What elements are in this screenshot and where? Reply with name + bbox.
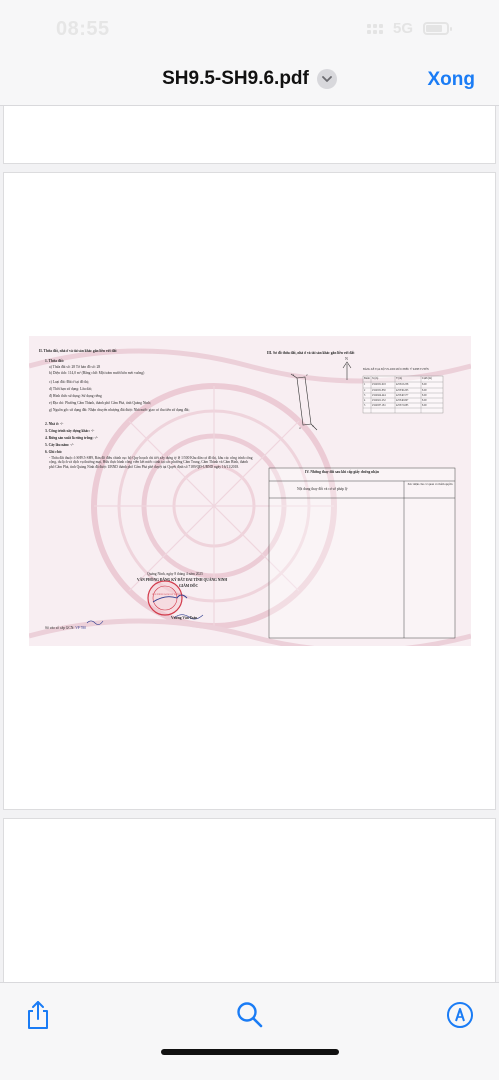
land-origin: g) Nguồn gốc sử dụng đất: Nhận chuyển nhượng đất được Nhà nước giao có thu tiền sử dụng đất; bbox=[49, 408, 190, 412]
sign-date: Quảng Ninh, ngày 8 tháng 4 năm 2025 bbox=[147, 572, 203, 576]
coordinate-table-title: BẢNG KÊ TỌA ĐỘ VN-2000 MÚI CHIẾU 3° KINH TUYẾN bbox=[363, 368, 429, 371]
parcel-number-label bbox=[49, 365, 100, 369]
chevron-down-icon[interactable] bbox=[317, 69, 337, 89]
usage-form: đ) Hình thức sử dụng: Sử dụng riêng bbox=[49, 394, 102, 398]
pdf-page-current[interactable] bbox=[3, 172, 496, 810]
bottom-toolbar bbox=[0, 982, 499, 1080]
svg-text:1: 1 bbox=[293, 373, 295, 377]
coordinate-table-cell: 2322924.444 bbox=[372, 394, 386, 397]
coordinate-table-cell: 5 bbox=[364, 404, 366, 407]
perennial-tree-line: 5. Cây lâu năm: -/- bbox=[45, 443, 74, 447]
stamp-text: VĂN PHÒNG ĐĂNG KÝ ĐẤT ĐAI bbox=[152, 594, 183, 596]
markup-icon[interactable] bbox=[444, 999, 476, 1031]
pdf-page-next[interactable] bbox=[3, 818, 496, 982]
coordinate-table-cell: 425340.577 bbox=[396, 394, 409, 397]
sign-organization: VĂN PHÒNG ĐĂNG KÝ ĐẤT ĐAI TỈNH QUẢNG NINH bbox=[137, 578, 228, 582]
coordinate-table-cell: 2322937.181 bbox=[372, 404, 386, 407]
coordinate-table-header: Y (m) bbox=[396, 377, 403, 380]
coordinate-table-cell: 8.00 bbox=[422, 383, 427, 386]
status-time: 08:55 bbox=[56, 18, 110, 40]
document-title[interactable]: SH9.5-SH9.6.pdf bbox=[162, 68, 309, 89]
battery-level bbox=[426, 25, 442, 32]
signer-name: Vương Văn Toàn bbox=[171, 616, 198, 620]
coordinate-table-cell: 2322931.618 bbox=[372, 383, 386, 386]
coordinate-table-cell: 8.00 bbox=[422, 394, 427, 397]
coordinate-table-cell: 2322921.232 bbox=[372, 399, 386, 402]
status-indicators bbox=[367, 20, 449, 37]
coordinate-table-cell: 2 bbox=[364, 389, 366, 392]
sign-role: GIÁM ĐỐC bbox=[179, 584, 199, 588]
map-sheet-value: 28 bbox=[96, 365, 101, 369]
confirmation-column-header: Xác nhận của cơ quan có thẩm quyền bbox=[407, 482, 453, 486]
parcel-address: e) Địa chỉ: Phường Cẩm Thành, thành phố Cẩm Phả, tỉnh Quảng Ninh; bbox=[49, 401, 151, 405]
coordinate-table-cell: 1 bbox=[364, 383, 366, 386]
gcn-label bbox=[45, 626, 86, 630]
network-type: 5G bbox=[392, 20, 413, 37]
svg-text:2: 2 bbox=[306, 373, 308, 377]
coordinate-table-header: Cạnh (m) bbox=[422, 377, 432, 380]
coordinate-table-cell: 425336.203 bbox=[396, 389, 409, 392]
parcel-number-value: 28 bbox=[71, 365, 76, 369]
notes-text: - Thửa đất thuộc ô SH9.5-SH9, Bản đồ điều chỉnh cục bộ Quy hoạch chi tiết xây dựng tỷ lệ 1/500 Khu dân cư đô thị, khu các công trình công cộng, du lịch và dịch vụ thương mại, Hữu thực hành công viên kết nước cảnh tại các phường Cẩm Trung, Cẩm Thành và Cẩm Bình, thành phố Cẩm Phả, tỉnh Quảng Ninh đã được UBND thành phố Cẩm Phả phê duyệt tại Quyết định số 7189/QĐ-UBND ngày 16/11/2018. bbox=[49, 456, 253, 469]
svg-text:4: 4 bbox=[299, 426, 301, 430]
svg-text:N: N bbox=[345, 356, 348, 361]
coordinate-table-header: X (m) bbox=[372, 377, 379, 380]
battery-icon bbox=[423, 22, 449, 35]
usage-term: d) Thời hạn sử dụng: Lâu dài; bbox=[49, 387, 92, 391]
coordinate-table-cell: 425318.258 bbox=[396, 383, 409, 386]
land-type: c) Loại đất: Đất ở tại đô thị; bbox=[49, 380, 90, 384]
search-icon[interactable] bbox=[234, 999, 266, 1031]
nav-bar bbox=[0, 58, 499, 106]
title-menu[interactable] bbox=[0, 68, 499, 90]
coordinate-table-cell: 3 bbox=[364, 394, 366, 397]
parcel-heading: 1. Thửa đất: bbox=[45, 359, 64, 363]
gcn-label-text: Số vào sổ cấp GCN: bbox=[45, 626, 75, 630]
section-ii-title: II. Thửa đất, nhà ở và tài sản khác gắn liền với đất bbox=[39, 349, 117, 353]
coordinate-table-header: Điểm bbox=[364, 377, 370, 380]
coordinate-table-cell: 425340.697 bbox=[396, 399, 409, 402]
coordinate-table-cell: 4 bbox=[364, 399, 366, 402]
pdf-viewer[interactable] bbox=[0, 106, 499, 982]
map-sheet-label: Tờ bản đồ số: bbox=[75, 365, 96, 369]
coordinate-table-cell: 2322931.830 bbox=[372, 389, 386, 392]
parcel-number-text: a) Thửa đất số: bbox=[49, 365, 71, 369]
pdf-page-previous[interactable] bbox=[3, 106, 496, 164]
share-icon[interactable] bbox=[22, 999, 54, 1031]
parcel-area: b) Diện tích: 114,0 m² (Bằng chữ: Một trăm mười bốn mét vuông) bbox=[49, 371, 145, 375]
svg-text:3: 3 bbox=[312, 424, 314, 428]
changes-column-header: Nội dung thay đổi và cơ sở pháp lý bbox=[297, 487, 348, 491]
coordinate-table-cell: 425372.085 bbox=[396, 404, 409, 407]
coordinate-table-cell: 8.00 bbox=[422, 399, 427, 402]
section-iv-title: IV. Những thay đổi sau khi cấp giấy chứng nhận bbox=[305, 470, 379, 474]
section-iii-title: III. Sơ đồ thửa đất, nhà ở và tài sản khác gắn liền với đất bbox=[267, 351, 355, 355]
notes-heading: 6. Ghi chú: bbox=[45, 450, 63, 454]
done-button[interactable]: Xong bbox=[427, 69, 475, 90]
forest-line: 4. Rừng sản xuất là rừng trồng: -/- bbox=[45, 436, 98, 440]
signal-icon bbox=[367, 24, 383, 34]
house-line: 2. Nhà ở: -/- bbox=[45, 422, 64, 426]
status-bar bbox=[0, 0, 499, 58]
gcn-value: VP 780 bbox=[75, 626, 86, 630]
coordinate-table-cell: 8.00 bbox=[422, 389, 427, 392]
home-indicator bbox=[161, 1049, 339, 1055]
other-construction-line: 3. Công trình xây dựng khác: -/- bbox=[45, 429, 95, 433]
coordinate-table-cell: 8.00 bbox=[422, 404, 427, 407]
certificate-scan bbox=[29, 336, 471, 646]
